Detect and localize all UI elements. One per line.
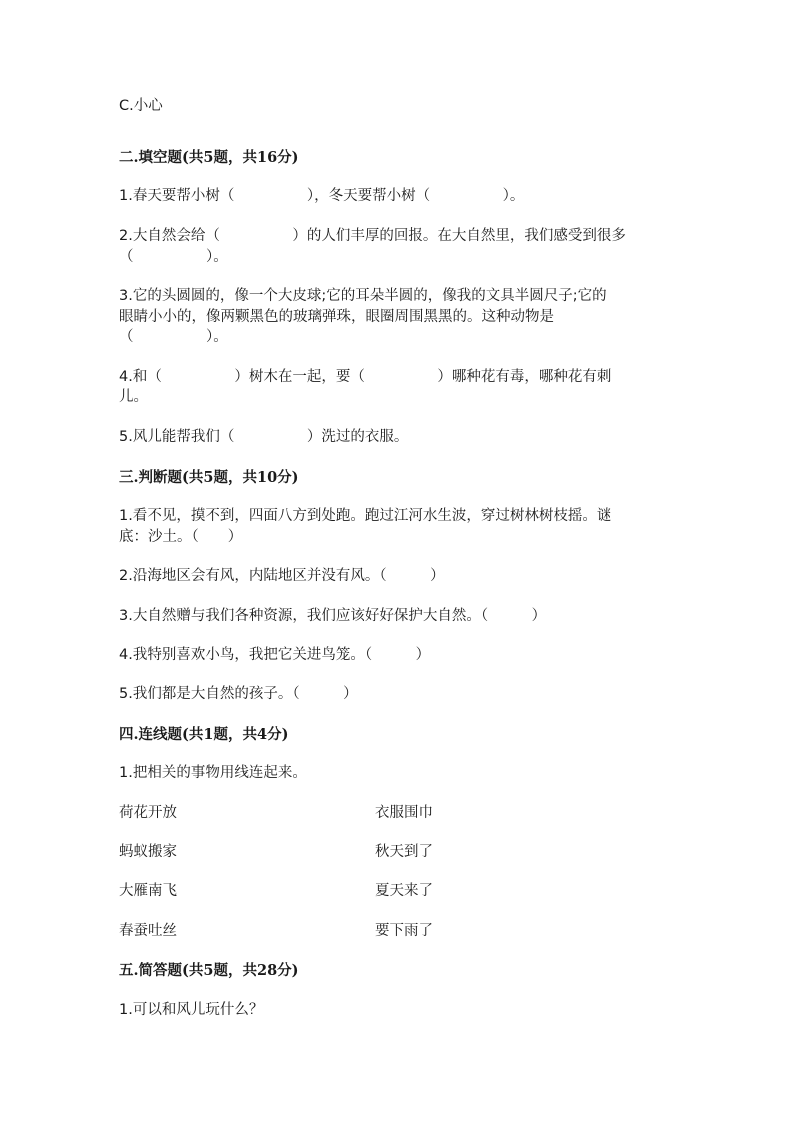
section3-q2: 2.沿海地区会有风，内陆地区并没有风。（ ）: [119, 568, 445, 584]
section4-heading: 四.连线题(共1题，共4分): [119, 726, 289, 743]
section2-q1: 1.春天要帮小树（ ），冬天要帮小树（ ）。: [119, 188, 525, 204]
match-left-item: 荷花开放: [119, 805, 177, 821]
section2-q5: 5.风儿能帮我们（ ）洗过的衣服。: [119, 429, 409, 445]
section3-q5: 5.我们都是大自然的孩子。（ ）: [119, 686, 358, 702]
section4-q1: 1.把相关的事物用线连起来。: [119, 765, 307, 781]
section5-q1: 1.可以和风儿玩什么？: [119, 1002, 264, 1018]
match-left-item: 蚂蚁搬家: [119, 844, 177, 860]
match-right-item: 要下雨了: [375, 923, 433, 939]
match-left-item: 大雁南飞: [119, 883, 177, 899]
section2-q3-line1: 3.它的头圆圆的，像一个大皮球;它的耳朵半圆的，像我的文具半圆尺子;它的: [119, 288, 607, 304]
match-right-item: 秋天到了: [375, 844, 433, 860]
prev-option-c: C.小心: [119, 98, 163, 114]
section2-q3-line3: （ ）。: [119, 329, 228, 345]
section3-q4: 4.我特别喜欢小鸟，我把它关进鸟笼。（ ）: [119, 647, 431, 663]
section2-q3-line2: 眼睛小小的，像两颗黑色的玻璃弹珠，眼圈周围黑黑的。这种动物是: [119, 309, 554, 325]
section3-q1-line2: 底：沙土。（ ）: [119, 529, 243, 545]
section2-q2-line2: （ ）。: [119, 249, 228, 265]
section2-q4-line1: 4.和（ ）树木在一起，要（ ）哪种花有毒，哪种花有刺: [119, 369, 612, 385]
match-right-item: 衣服围巾: [375, 805, 433, 821]
section3-q1-line1: 1.看不见，摸不到，四面八方到处跑。跑过江河水生波，穿过树林树枝摇。谜: [119, 508, 612, 524]
match-right-item: 夏天来了: [375, 883, 433, 899]
section3-heading: 三.判断题(共5题，共10分): [119, 469, 299, 486]
section2-q4-line2: 儿。: [119, 389, 148, 405]
match-left-item: 春蚕吐丝: [119, 923, 177, 939]
section5-heading: 五.简答题(共5题，共28分): [119, 962, 299, 979]
section2-q2-line1: 2.大自然会给（ ）的人们丰厚的回报。在大自然里，我们感受到很多: [119, 228, 626, 244]
section2-heading: 二.填空题(共5题，共16分): [119, 149, 299, 166]
section3-q3: 3.大自然赠与我们各种资源，我们应该好好保护大自然。（ ）: [119, 608, 547, 624]
